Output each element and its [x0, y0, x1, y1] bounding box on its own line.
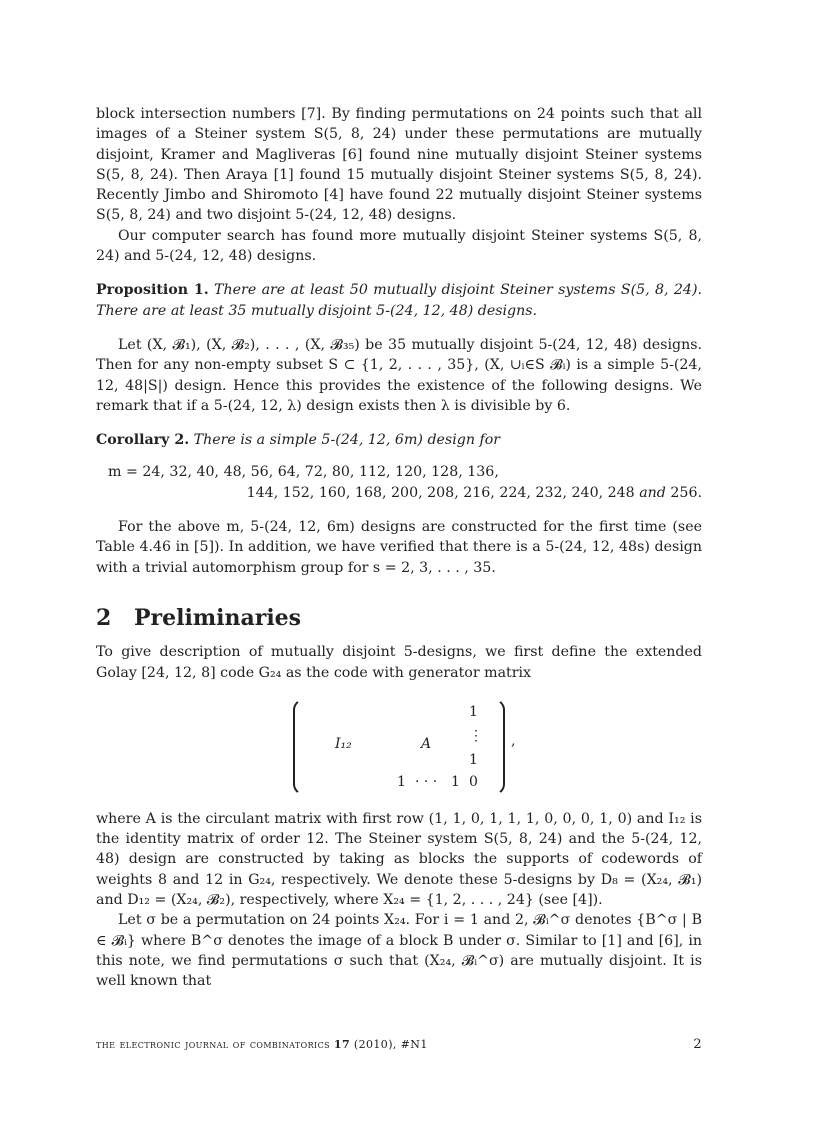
- matrix-col-top: 1: [469, 703, 478, 720]
- matrix-col-vdots: ⋮: [469, 727, 483, 744]
- paragraph-golay: To give description of mutually disjoint 5-designs, we first define the extended Golay [24, 12, 8] code G₂₄ as the code with generator matrix: [96, 644, 702, 681]
- paragraph-above: For the above m, 5-(24, 12, 6m) designs are constructed for the first time (see Table 4.46 in [5]). In addition, we have verified that there is a 5-(24, 12, 48s) design with a trivial automorphism group for s = 2, 3, . . . , 35.: [96, 519, 702, 576]
- corollary-2: [96, 430, 702, 450]
- intro-paragraph-2: Our computer search has found more mutually disjoint Steiner systems S(5, 8, 24) and 5-(24, 12, 48) designs.: [96, 227, 702, 265]
- matrix-row-first: 1: [397, 773, 406, 790]
- page-body: [96, 104, 702, 992]
- intro-paragraph-1: block intersection numbers [7]. By finding permutations on 24 points such that all images of a Steiner system S(5, 8, 24) under these permutations are mutually disjoint, Kramer and Magliveras [6] found nine mutually disjoint Steiner systems S(5, 8, 24). Then Araya [1] found 15 mutually disjoint Steiner systems S(5, 8, 24). Recently Jimbo and Shiromoto [4] have found 22 mutually disjoint Steiner systems S(5, 8, 24) and two disjoint 5-(24, 12, 48) designs.: [96, 106, 702, 224]
- proposition-text: There are at least 50 mutually disjoint Steiner systems S(5, 8, 24). There are at least 35 mutually disjoint 5-(24, 12, 48) designs.: [96, 282, 702, 319]
- corollary-values: [96, 462, 702, 503]
- section-number: 2: [96, 604, 112, 631]
- footer-citation: the electronic journal of combinatorics 17 (2010), #N1: [96, 1037, 428, 1051]
- page-footer: [96, 1037, 702, 1052]
- corollary-line-2: 144, 152, 160, 168, 200, 208, 216, 224, 232, 240, 248 and 256.: [246, 484, 702, 501]
- right-parenthesis: [489, 697, 505, 797]
- proposition-label: Proposition 1.: [96, 282, 209, 299]
- matrix-row-last: 1: [451, 773, 460, 790]
- paragraph-where: where A is the circulant matrix with first row (1, 1, 0, 1, 1, 1, 0, 0, 0, 1, 0) and I₁₂ is the identity matrix of order 12. The Steiner system S(5, 8, 24) and the 5-(24, 12, 48) design are constructed by taking as blocks the supports of codewords of weights 8 and 12 in G₂₄, respectively. We denote these 5-designs by D₈ = (X₂₄, 𝓑₁) and D₁₂ = (X₂₄, 𝓑₂), respectively, where X₂₄ = {1, 2, . . . , 24} (see [4]).: [96, 810, 702, 909]
- matrix-row-hdots: · · ·: [415, 773, 438, 790]
- section-heading: [96, 604, 702, 631]
- section-title: Preliminaries: [134, 604, 302, 631]
- corollary-label: Corollary 2.: [96, 432, 190, 449]
- corollary-text: There is a simple 5-(24, 12, 6m) design for: [193, 432, 501, 449]
- matrix-comma: ,: [511, 732, 516, 749]
- paragraph-let: Let (X, 𝓑₁), (X, 𝓑₂), . . . , (X, 𝓑₃₅) be 35 mutually disjoint 5-(24, 12, 48) designs. Then for any non-empty subset S ⊂ {1, 2, . . . , 35}, (X, ∪ᵢ∈S 𝓑ᵢ) is a simple 5-(24, 12, 48|S|) design. Hence this provides the existence of the following designs. We remark that if a 5-(24, 12, λ) design exists then λ is divisible by 6.: [96, 336, 702, 414]
- page-number: 2: [693, 1037, 702, 1052]
- matrix-col-bottom: 1: [469, 751, 478, 768]
- proposition-1: [96, 280, 702, 321]
- left-parenthesis: [293, 697, 309, 797]
- paragraph-sigma: Let σ be a permutation on 24 points X₂₄. For i = 1 and 2, 𝓑ᵢ^σ denotes {B^σ | B ∈ 𝓑ᵢ} where B^σ denotes the image of a block B under σ. Similar to [1] and [6], in this note, we find permutations σ such that (X₂₄, 𝓑ᵢ^σ) are mutually disjoint. It is well known that: [96, 912, 702, 990]
- matrix-corner: 0: [469, 773, 478, 790]
- corollary-line-1: m = 24, 32, 40, 48, 56, 64, 72, 80, 112, 120, 128, 136,: [108, 464, 499, 481]
- matrix-a: A: [421, 735, 432, 752]
- matrix-identity: I₁₂: [335, 735, 352, 752]
- generator-matrix: [96, 697, 702, 793]
